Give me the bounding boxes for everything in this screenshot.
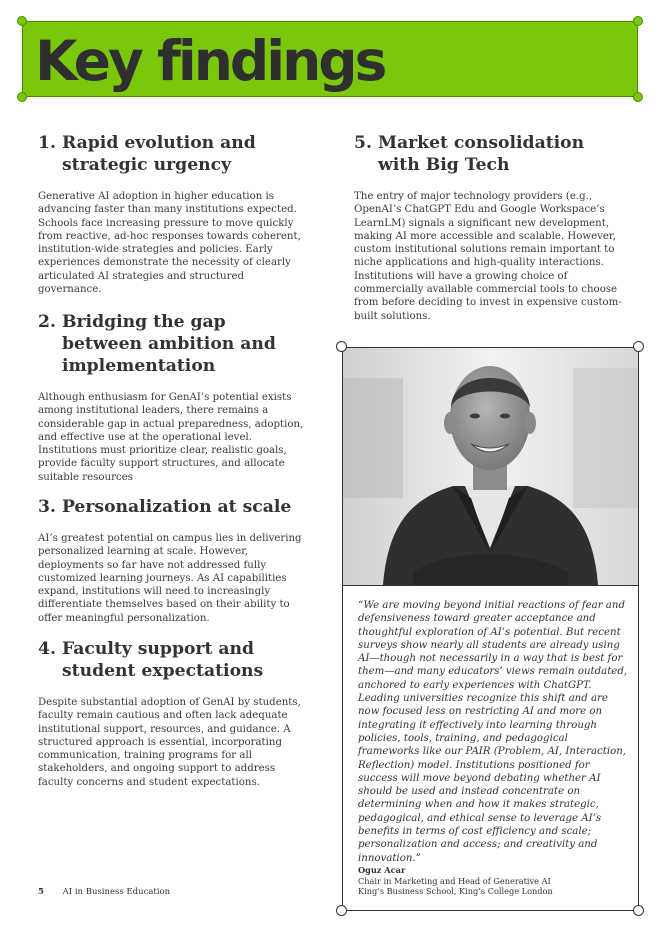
frame-handle-top-left [336, 341, 347, 352]
author-affiliation: King’s Business School, King’s College London [358, 886, 553, 897]
author-name: Oguz Acar [358, 865, 406, 875]
finding-3 [38, 496, 306, 625]
quote-attribution [358, 865, 630, 897]
banner-handle-top-left [17, 16, 27, 26]
finding-title: Rapid evolution and strategic urgency [61, 133, 256, 175]
finding-body: The entry of major technology providers (e.g., OpenAI’s ChatGPT Edu and Google Workspace’s LearnLM) signals a significant new development, making AI more accessible and scalable. However, custom institutional solutions remain important to niche applications and high-quality interactions. Institutions will have a growing choice of commercially available commercial tools to choose from before deciding to invest in expensive custom-built solutions. [354, 191, 622, 322]
banner-handle-bottom-right [633, 92, 643, 102]
finding-body: Generative AI adoption in higher education is advancing faster than many institutions expected. Schools face increasing pressure to move quickly from reactive, ad-hoc responses towards coherent, institution-wide strategies and policies. Early experiences demonstrate the necessity of clearly articulated AI strategies and structured governance. [38, 191, 301, 296]
frame-handle-top-right [633, 341, 644, 352]
portrait-photo [343, 348, 638, 586]
page-footer [38, 887, 170, 897]
finding-5 [354, 132, 626, 323]
banner-handle-bottom-left [17, 92, 27, 102]
finding-heading [38, 638, 306, 682]
portrait-image [343, 348, 638, 585]
banner-handle-top-right [633, 16, 643, 26]
page-number: 5 [38, 887, 44, 897]
finding-heading [38, 496, 306, 518]
finding-1 [38, 132, 306, 296]
title-banner [22, 21, 638, 97]
finding-title: Bridging the gap between ambition and implementation [61, 312, 276, 376]
finding-title: Faculty support and student expectations [61, 639, 264, 681]
finding-body: AI’s greatest potential on campus lies in delivering personalized learning at scale. However, deployments so far have not addressed fully customized learning journeys. As AI capabilities expand, institutions will need to increasingly differentiate themselves based on their ability to offer meaningful personalization. [38, 533, 302, 624]
finding-heading [354, 132, 626, 176]
frame-handle-bottom-left [336, 905, 347, 916]
finding-heading [38, 132, 306, 176]
finding-number: 5. [354, 133, 372, 153]
finding-number: 1. [38, 133, 56, 153]
author-title: Chair in Marketing and Head of Generative AI [358, 875, 551, 886]
finding-title: Market consolidation with Big Tech [377, 133, 585, 175]
finding-body: Despite substantial adoption of GenAI by students, faculty remain cautious and often lack adequate institutional support, resources, and guidance. A structured approach is essential, incorporating communication, training programs for all stakeholders, and ongoing support to address faculty concerns and student expectations. [38, 697, 301, 788]
finding-4 [38, 638, 306, 789]
finding-title: Personalization at scale [61, 497, 292, 517]
frame-handle-bottom-right [633, 905, 644, 916]
page-title: Key findings [35, 29, 385, 93]
finding-heading [38, 311, 306, 377]
finding-number: 2. [38, 312, 56, 332]
publication-name: AI in Business Education [62, 887, 171, 897]
quote-frame [342, 347, 639, 911]
finding-number: 4. [38, 639, 56, 659]
finding-2 [38, 311, 306, 484]
quote-text: “We are moving beyond initial reactions of fear and defensiveness toward greater acceptance and thoughtful exploration of AI’s potential. But recent surveys show nearly all students are already using AI—though not necessarily in a way that is best for them—and many educators’ views remain outdated, anchored to early experiences with ChatGPT. Leading universities recognize this shift and are now focused less on restricting AI and more on integrating it effectively into learning through policies, tools, training, and pedagogical frameworks like our PAIR (Problem, AI, Interaction, Reflection) model. Institutions positioned for success will move beyond debating whether AI should be used and instead concentrate on determining when and how it makes strategic, pedagogical, and ethical sense to leverage AI’s benefits in terms of cost efficiency and scale; personalization and access; and creativity and innovation.” [358, 600, 628, 864]
finding-body: Although enthusiasm for GenAI’s potential exists among institutional leaders, there remains a considerable gap in actual preparedness, adoption, and effective use at the operational level. Institutions must prioritize clear, realistic goals, provide faculty support structures, and allocate suitable resources [38, 392, 304, 483]
finding-number: 3. [38, 497, 56, 517]
